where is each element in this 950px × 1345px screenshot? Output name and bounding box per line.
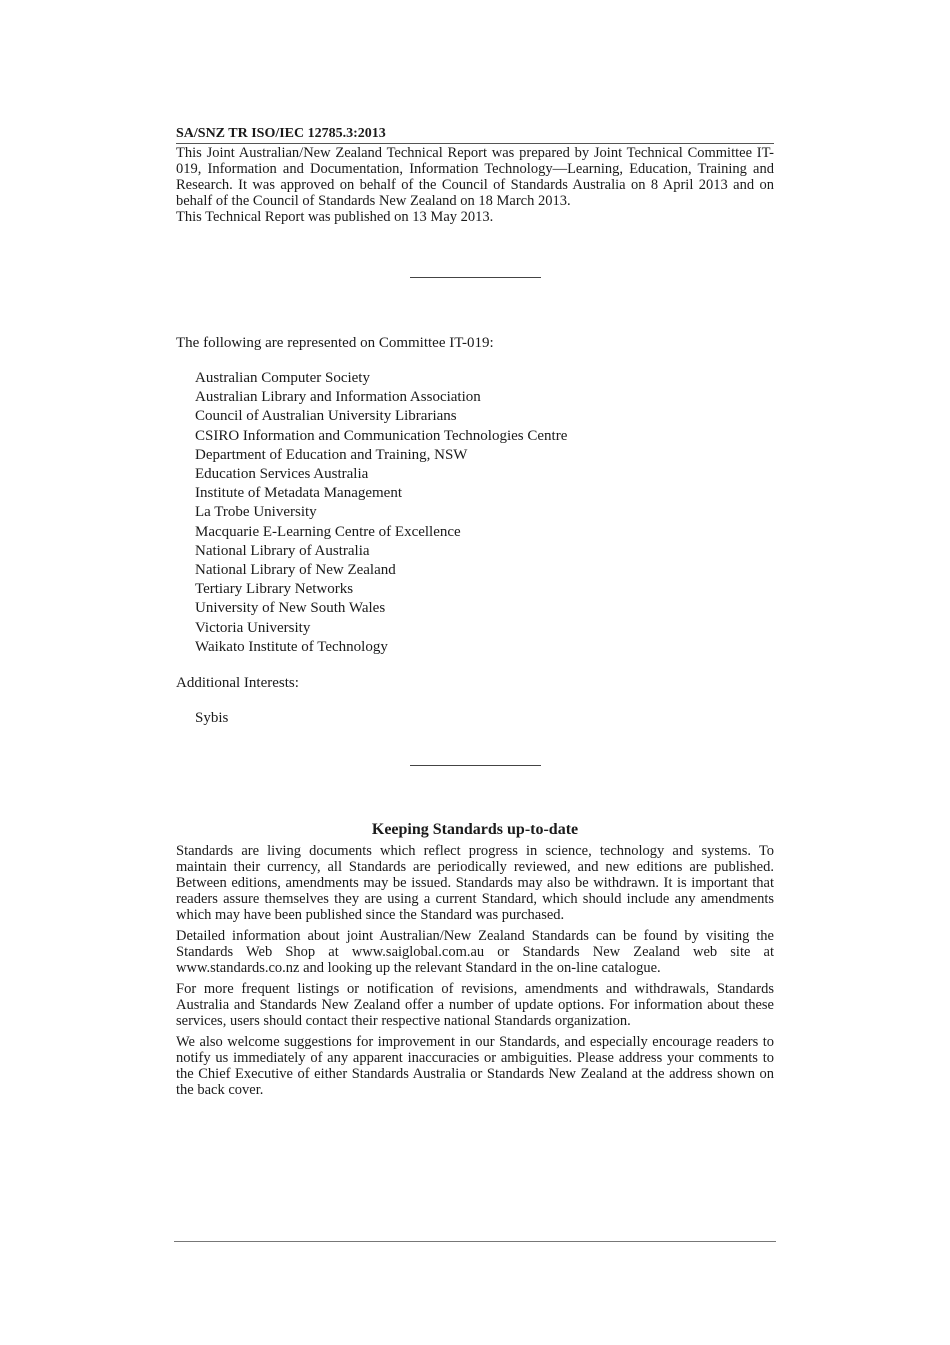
- section-divider-top: [410, 277, 541, 278]
- publication-note: This Technical Report was published on 13 May 2013.: [176, 209, 494, 225]
- committee-member: La Trobe University: [195, 504, 317, 521]
- committee-member: Australian Library and Information Association: [195, 389, 481, 406]
- committee-member: Tertiary Library Networks: [195, 581, 354, 598]
- committee-member: Waikato Institute of Technology: [195, 638, 388, 655]
- committee-member: National Library of New Zealand: [195, 562, 396, 579]
- section-divider-bottom: [410, 765, 541, 766]
- additional-interests-label: Additional Interests:: [176, 675, 299, 691]
- committee-member: Education Services Australia: [195, 466, 369, 483]
- committee-member: CSIRO Information and Communication Technologies Centre: [195, 427, 568, 444]
- keeping-paragraph: We also welcome suggestions for improvement in our Standards, and especially encourage readers to notify us immediately of any apparent inaccuracies or ambiguities. Please address your comments to the Chief Executive of either Standards Australia or Standards New Zealand at the address shown on the back cover.: [176, 1034, 774, 1098]
- keeping-standards-body: [176, 843, 774, 1103]
- committee-member: National Library of Australia: [195, 542, 370, 559]
- document-designation: SA/SNZ TR ISO/IEC 12785.3:2013: [176, 125, 774, 144]
- footer-rule: [174, 1241, 776, 1242]
- additional-interest-member: Sybis: [195, 710, 229, 726]
- committee-member: Department of Education and Training, NSW: [195, 446, 468, 463]
- preparation-paragraph: This Joint Australian/New Zealand Technical Report was prepared by Joint Technical Committee IT-019, Information and Documentation, Information Technology—Learning, Education, Training and Research. It was approved on behalf of the Council of Standards Australia on 8 April 2013 and on behalf of the Council of Standards New Zealand on 18 March 2013.: [176, 145, 774, 209]
- keeping-paragraph: Detailed information about joint Australian/New Zealand Standards can be found by visiting the Standards Web Shop at www.saiglobal.com.au or Standards New Zealand web site at www.standards.co.nz and looking up the relevant Standard in the on-line catalogue.: [176, 928, 774, 976]
- preparation-block: [176, 145, 774, 225]
- keeping-standards-heading: Keeping Standards up-to-date: [371, 821, 579, 838]
- committee-member: Victoria University: [195, 619, 311, 636]
- keeping-paragraph: For more frequent listings or notification of revisions, amendments and withdrawals, Standards Australia and Standards New Zealand offer a number of update options. For information about these services, users should contact their respective national Standards organization.: [176, 981, 774, 1029]
- committee-member: Australian Computer Society: [195, 370, 370, 386]
- additional-interests-list: [195, 709, 228, 728]
- committee-member: Institute of Metadata Management: [195, 485, 403, 502]
- committee-intro: The following are represented on Committee IT-019:: [176, 335, 494, 351]
- committee-member-list: [195, 369, 567, 657]
- committee-member: Macquarie E-Learning Centre of Excellence: [195, 523, 461, 540]
- committee-member: Council of Australian University Librarians: [195, 408, 457, 425]
- committee-member: University of New South Wales: [195, 600, 386, 617]
- keeping-paragraph: Standards are living documents which reflect progress in science, technology and systems. To maintain their currency, all Standards are periodically reviewed, and new editions are published. Between editions, amendments may be issued. Standards may also be withdrawn. It is important that readers assure themselves they are using a current Standard, which should include any amendments which may have been published since the Standard was purchased.: [176, 843, 774, 923]
